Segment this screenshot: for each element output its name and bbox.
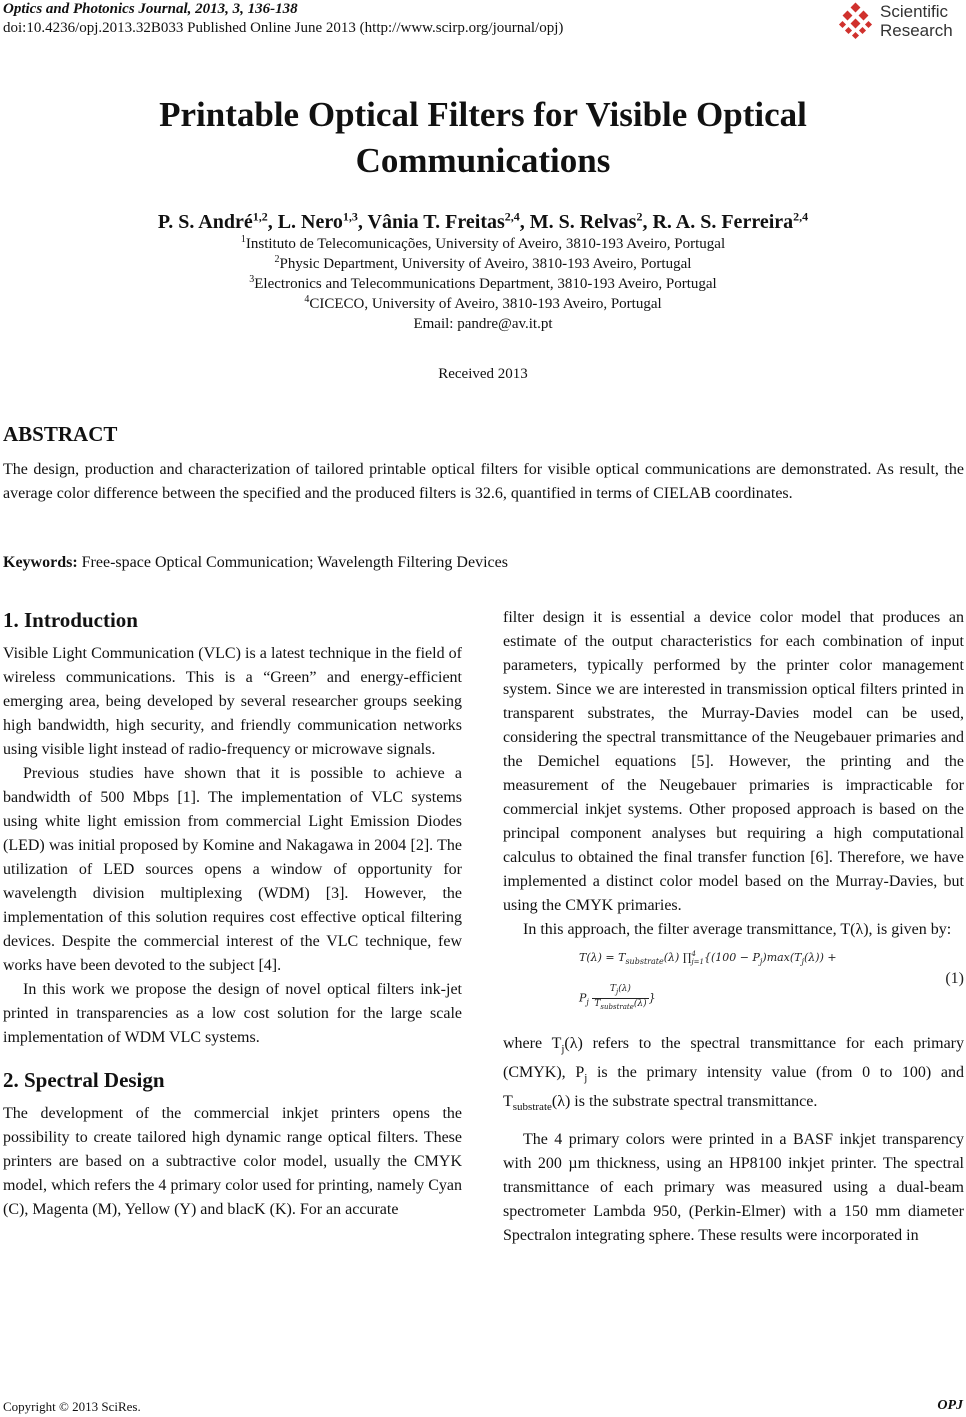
affiliation: $^2$Physic Department, University of Aveiro, 3810-193 Aveiro, Portugal <box>274 254 692 272</box>
title-line-1: Printable Optical Filters for Visible Optical <box>159 95 807 134</box>
right-column <box>503 606 964 1248</box>
logo-line-2: Research <box>880 21 953 40</box>
publisher-logo-icon <box>838 2 878 42</box>
journal-volume: , 2013, 3, 136-138 <box>187 1 298 17</box>
equation-line-2: $P_j$ $\frac{T_j(\lambda)}{T_{substrate}(\lambda)}$ } <box>579 984 656 1011</box>
publisher-logo <box>838 2 962 42</box>
author: L. Nero$^{1,3}$, <box>277 209 368 233</box>
author-list <box>30 208 936 236</box>
keywords-label: Keywords: <box>3 554 78 571</box>
affiliations <box>60 234 906 334</box>
logo-line-1: Scientific <box>880 2 949 21</box>
paragraph: The development of the commercial inkjet printers opens the possibility to create tailored high dynamic range optical filters. These printers are based on a subtractive color model, usually the CMYK model, which refers the 4 primary color used for printing, namely Cyan (C), Magenta (M), Yellow (Y) and blacK (K). For an accurate <box>3 1105 462 1218</box>
equation-fraction: $\frac{T_j(\lambda)}{T_{substrate}(\lambda)}$ <box>594 984 647 1011</box>
paragraph: filter design it is essential a device color model that produces an estimate of the output characteristics for each combination of input parameters, typically performed by the printer color management system. Since we are interested in transmission optical filters printed in transparent substrates, the Murray-Davies model can be used, considering the spectral transmittance of the Neugebauer primaries and the Demichel equations [5]. However, the printing and the measurement of the Neugebauer primaries is impracticable for commercial inkjet systems. Other proposed approach is based on the principal component analyses but requiring a high computational calculus to obtained the final transfer function [6]. Therefore, we have implemented a distinct color model based on the Murray-Davies, but using the CMYK primaries. <box>503 609 964 914</box>
abstract-text: The design, production and characterization of tailored printable optical filters for visible optical communications are demonstrated. As result, the average color difference between the specified and the produced filters is 32.6, quantified in terms of CIELAB coordinates. <box>3 461 964 502</box>
keywords <box>3 551 964 575</box>
author: Vânia T. Freitas$^{2,4}$, <box>367 209 530 233</box>
section-heading-spectral-design: 2. Spectral Design <box>3 1068 165 1092</box>
affiliation: $^4$CICECO, University of Aveiro, 3810-193 Aveiro, Portugal <box>304 294 662 312</box>
author: M. S. Relvas$^2$, <box>529 209 653 233</box>
affiliation: $^3$Electronics and Telecommunications Department, 3810-193 Aveiro, Portugal <box>249 274 717 292</box>
title-line-2: Communications <box>355 141 611 180</box>
paragraph: In this work we propose the design of novel optical filters ink-jet printed in transparencies as a low cost solution for the large scale implementation of WDM VLC systems. <box>3 981 462 1046</box>
paragraph: In this approach, the filter average transmittance, T(λ), is given by: <box>523 921 952 938</box>
doi-line: doi:10.4236/opj.2013.32B033 Published Online June 2013 (http://www.scirp.org/journal/opj) <box>3 20 564 36</box>
paragraph: Visible Light Communication (VLC) is a latest technique in the field of wireless communications. This is a “Green” and energy-efficient emerging area, being developed by several researcher groups seeking high bandwidth, high security, and friendly communication networks using visible light instead of radio-frequency or microwave signals. <box>3 645 462 758</box>
equation-line-1: $T(\lambda) = T_{substrate}(\lambda)$ ∏ 4 j=1 {$(100 - P_j)\max(T_j(\lambda))$ + <box>579 950 837 967</box>
journal-abbreviation: OPJ <box>937 1398 963 1413</box>
equation-number: (1) <box>945 970 964 987</box>
publisher-logo-text <box>880 2 953 40</box>
section-heading-introduction: 1. Introduction <box>3 608 138 632</box>
paragraph: Previous studies have shown that it is possible to achieve a bandwidth of 500 Mbps [1]. The implementation of VLC systems using white light emission from commercial Light Emission Diodes (LED) was initial proposed by Komine and Nakagawa in 2004 [2]. The utilization of LED sources opens a window of opportunity for wavelength division multiplexing (WDM) [3]. However, the implementation of this solution requires cost effective optical filtering devices. Despite the commercial interest of the VLC technique, few works have been devoted to the subject [4]. <box>3 765 462 974</box>
journal-name: Optics and Photonics Journal <box>3 1 188 17</box>
author: P. S. André$^{1,2}$, <box>157 209 278 233</box>
paragraph: where $T_j(\lambda)$ refers to the spectral transmittance for each primary (CMYK), $P_j$ is the primary intensity value (from 0 to 100) and $T_{substrate}(\lambda)$ is the substrate spectral transmittance. <box>503 1035 965 1114</box>
keywords-text: Free-space Optical Communication; Wavelength Filtering Devices <box>77 554 508 571</box>
left-column <box>3 606 462 1222</box>
received-date: Received 2013 <box>438 366 528 382</box>
paper-title <box>60 92 906 184</box>
copyright: Copyright © 2013 SciRes. <box>3 1399 141 1414</box>
author: R. A. S. Ferreira$^{2,4}$ <box>652 209 809 233</box>
email[interactable]: Email: pandre@av.it.pt <box>413 316 553 332</box>
paragraph: The 4 primary colors were printed in a BASF inkjet transparency with 200 µm thickness, using an HP8100 inkjet printer. The spectral transmittance of each primary was measured using a dual-beam spectrometer Lambda 950, (Perkin-Elmer) with a 150 mm diameter Spectralon integrating sphere. These results were incorporated in <box>503 1130 964 1244</box>
equation-1 <box>503 948 964 1020</box>
journal-header <box>3 0 298 19</box>
affiliation: $^1$Instituto de Telecomunicações, University of Aveiro, 3810-193 Aveiro, Portugal <box>240 234 726 252</box>
abstract-heading: ABSTRACT <box>3 422 118 446</box>
